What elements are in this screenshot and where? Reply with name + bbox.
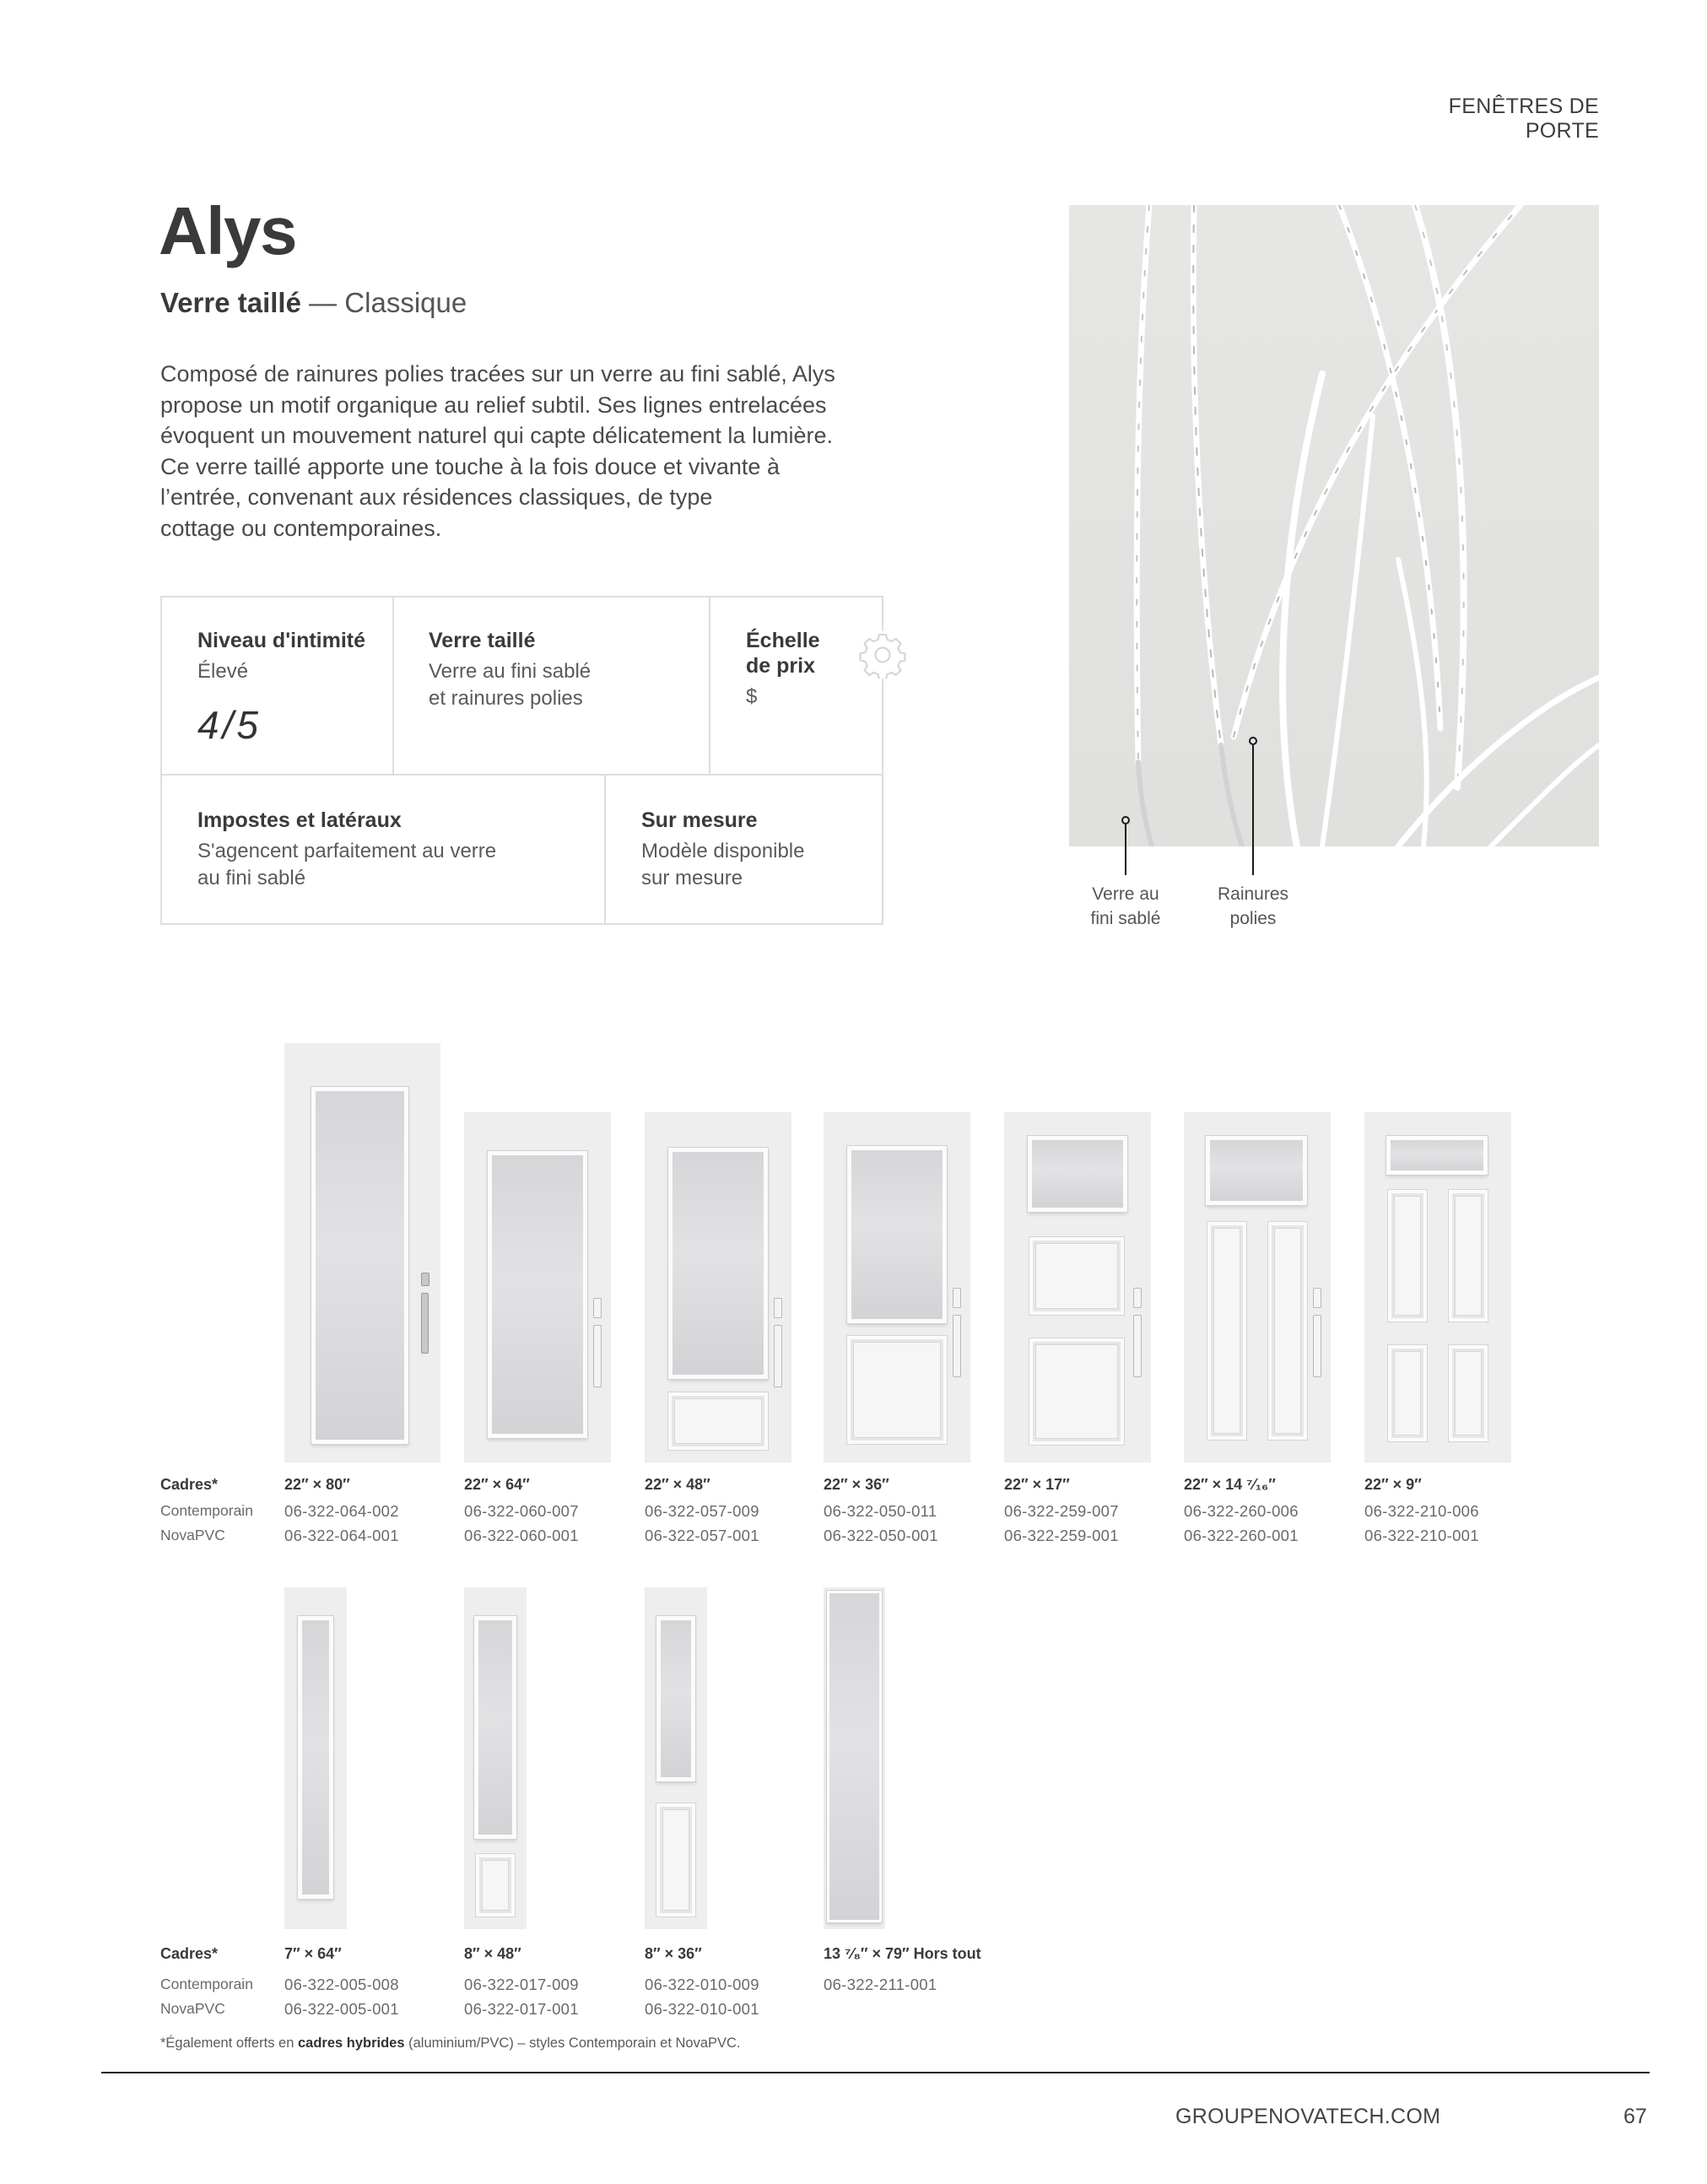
frame-label-contemporain: Contemporain	[160, 1502, 253, 1519]
door-thumbnail-22x80	[284, 1043, 440, 1462]
frame-label-contemporain: Contemporain	[160, 1976, 253, 1992]
glass-pane	[668, 1148, 768, 1379]
price-value: $	[746, 685, 758, 708]
divider	[709, 597, 710, 774]
door-thumbnail-22x48	[645, 1112, 791, 1462]
part-number: 06-322-005-001	[284, 2000, 399, 2018]
transoms-heading: Impostes et latéraux	[197, 808, 402, 832]
raised-panel	[1029, 1237, 1124, 1315]
callout-label-grooves	[1186, 882, 1321, 931]
glass-closeup-image	[1069, 205, 1599, 846]
description-line: évoquent un mouvement naturel qui capte délicatement la lumière.	[160, 423, 833, 448]
transoms-cell	[197, 808, 496, 892]
section-label: FENÊTRES DE PORTE	[1448, 95, 1599, 143]
footer-website: GROUPENOVATECH.COM	[1175, 2105, 1441, 2128]
deadbolt-icon	[774, 1298, 782, 1318]
transoms-value-line: S'agencent parfaitement au verre	[197, 840, 497, 862]
part-number: 06-322-064-001	[284, 1527, 399, 1544]
callout-label-line: Verre au	[1092, 884, 1159, 904]
divider	[604, 774, 606, 923]
sidelite-thumbnail-8x48	[464, 1587, 527, 1929]
callout-label-frosted	[1058, 882, 1193, 931]
door-handle-icon	[1313, 1315, 1321, 1377]
glass-value-line: et rainures polies	[429, 687, 583, 710]
custom-heading: Sur mesure	[641, 808, 758, 832]
glass-pane	[488, 1151, 587, 1438]
frame-label-novapvc: NovaPVC	[160, 1527, 225, 1543]
callout-line-grooves	[1252, 745, 1254, 875]
description-line: cottage ou contemporaines.	[160, 515, 442, 541]
price-heading-line: de prix	[746, 654, 815, 678]
raised-panel	[1449, 1190, 1488, 1322]
deadbolt-icon	[593, 1298, 602, 1318]
category-separator: —	[300, 287, 345, 318]
footnote-bold: cadres hybrides	[297, 2035, 405, 2051]
glass-pane	[847, 1146, 947, 1323]
callout-line-frosted	[1125, 824, 1126, 875]
transoms-value	[197, 838, 496, 892]
privacy-cell	[197, 628, 365, 748]
price-heading	[746, 628, 820, 678]
frames-header: Cadres*	[160, 1945, 219, 1962]
callout-label-line: Rainures	[1217, 884, 1289, 904]
part-number: 06-322-050-001	[824, 1527, 938, 1544]
raised-panel	[656, 1803, 695, 1916]
glass-pane	[1206, 1136, 1307, 1205]
sidelite-thumbnail-13-7-8x79	[824, 1587, 885, 1929]
part-number: 06-322-057-009	[645, 1502, 759, 1520]
size-label: 22″ × 9″	[1364, 1476, 1422, 1493]
part-number: 06-322-060-007	[464, 1502, 579, 1520]
info-table	[160, 596, 883, 925]
size-label: 22″ × 80″	[284, 1476, 350, 1493]
part-number: 06-322-010-001	[645, 2000, 759, 2018]
deadbolt-icon	[1133, 1288, 1142, 1308]
product-description	[160, 359, 903, 543]
door-thumbnail-22x9	[1364, 1112, 1511, 1462]
door-handle-icon	[593, 1325, 602, 1387]
glass-pane	[474, 1616, 516, 1839]
door-handle-icon	[1133, 1315, 1142, 1377]
raised-panel	[1388, 1190, 1427, 1322]
glass-cell	[429, 628, 591, 712]
divider	[392, 597, 394, 774]
part-number: 06-322-017-001	[464, 2000, 579, 2018]
glass-pane	[1386, 1136, 1488, 1175]
raised-panel	[1388, 1345, 1427, 1441]
footnote-text: *Également offerts en	[160, 2035, 298, 2051]
part-number: 06-322-210-001	[1364, 1527, 1479, 1544]
deadbolt-icon	[1313, 1288, 1321, 1308]
door-thumbnail-22x36	[824, 1112, 970, 1462]
door-handle-icon	[421, 1293, 429, 1354]
raised-panel	[1449, 1345, 1488, 1441]
part-number: 06-322-259-007	[1004, 1502, 1119, 1520]
custom-cell	[641, 808, 804, 892]
glass-pane	[827, 1591, 882, 1922]
description-line: Composé de rainures polies tracées sur un verre au fini sablé, Alys	[160, 361, 835, 387]
door-handle-icon	[953, 1315, 961, 1377]
price-heading-line: Échelle	[746, 629, 820, 652]
glass-pane	[656, 1616, 695, 1781]
glass-pane	[1028, 1136, 1127, 1212]
sidelite-thumbnail-8x36	[645, 1587, 707, 1929]
deadbolt-icon	[421, 1273, 429, 1286]
part-number: 06-322-210-006	[1364, 1502, 1479, 1520]
glass-heading: Verre taillé	[429, 629, 536, 652]
glass-value	[429, 658, 591, 712]
part-number: 06-322-050-011	[824, 1502, 937, 1520]
polished-grooves-pattern	[1069, 205, 1599, 846]
raised-panel	[1029, 1338, 1124, 1445]
page-number: 67	[1623, 2105, 1647, 2128]
door-thumbnail-22x64	[464, 1112, 611, 1462]
privacy-heading: Niveau d'intimité	[197, 629, 366, 652]
footnote	[160, 2035, 741, 2052]
door-thumbnail-22x14-7-16	[1184, 1112, 1331, 1462]
custom-value-line: Modèle disponible	[641, 840, 805, 862]
part-number: 06-322-060-001	[464, 1527, 579, 1544]
transoms-value-line: au fini sablé	[197, 867, 306, 889]
part-number: 06-322-017-009	[464, 1976, 579, 1993]
category-bold: Verre taillé	[160, 287, 301, 318]
part-number: 06-322-260-001	[1184, 1527, 1299, 1544]
part-number: 06-322-260-006	[1184, 1502, 1299, 1520]
raised-panel	[668, 1392, 768, 1450]
part-number: 06-322-057-001	[645, 1527, 759, 1544]
custom-value	[641, 838, 804, 892]
callout-label-line: fini sablé	[1090, 909, 1161, 928]
part-number: 06-322-259-001	[1004, 1527, 1119, 1544]
raised-panel	[847, 1336, 947, 1444]
custom-value-line: sur mesure	[641, 867, 743, 889]
size-label: 8″ × 36″	[645, 1945, 702, 1962]
frames-header: Cadres*	[160, 1476, 219, 1493]
price-cell	[746, 628, 820, 711]
door-thumbnail-22x17	[1004, 1112, 1151, 1462]
part-number: 06-322-211-001	[824, 1976, 937, 1993]
gear-icon	[859, 631, 906, 678]
raised-panel	[476, 1854, 515, 1916]
sidelite-thumbnail-7x64	[284, 1587, 347, 1929]
raised-panel	[1207, 1222, 1246, 1440]
part-number: 06-322-064-002	[284, 1502, 399, 1520]
callout-label-line: polies	[1229, 909, 1277, 928]
divider	[162, 774, 882, 776]
description-line: Ce verre taillé apporte une touche à la fois douce et vivante à	[160, 453, 780, 479]
frame-label-novapvc: NovaPVC	[160, 2000, 225, 2017]
glass-pane	[311, 1087, 408, 1444]
size-label: 8″ × 48″	[464, 1945, 521, 1962]
callout-marker-grooves	[1249, 737, 1257, 745]
footer-divider	[101, 2072, 1650, 2073]
description-line: propose un motif organique au relief subtil. Ses lignes entrelacées	[160, 392, 827, 418]
size-label: 13 ⁷⁄₈″ × 79″ Hors tout	[824, 1945, 981, 1962]
category-style: Classique	[344, 287, 467, 318]
product-subtitle	[160, 287, 467, 319]
part-number: 06-322-010-009	[645, 1976, 759, 1993]
footnote-text: (aluminium/PVC) – styles Contemporain et NovaPVC.	[404, 2035, 741, 2051]
part-number: 06-322-005-008	[284, 1976, 399, 1993]
privacy-rating: 4/5	[197, 703, 262, 747]
size-label: 22″ × 14 ⁷⁄₁₆″	[1184, 1476, 1276, 1493]
size-label: 22″ × 17″	[1004, 1476, 1070, 1493]
product-title: Alys	[159, 193, 296, 268]
size-label: 7″ × 64″	[284, 1945, 342, 1962]
glass-pane	[298, 1616, 333, 1899]
raised-panel	[1268, 1222, 1307, 1440]
description-line: l’entrée, convenant aux résidences classiques, de type	[160, 484, 713, 510]
privacy-value: Élevé	[197, 660, 249, 683]
size-label: 22″ × 48″	[645, 1476, 710, 1493]
glass-value-line: Verre au fini sablé	[429, 660, 592, 683]
deadbolt-icon	[953, 1288, 961, 1308]
size-label: 22″ × 64″	[464, 1476, 530, 1493]
callout-marker-frosted	[1121, 816, 1130, 824]
size-label: 22″ × 36″	[824, 1476, 889, 1493]
door-handle-icon	[774, 1325, 782, 1387]
